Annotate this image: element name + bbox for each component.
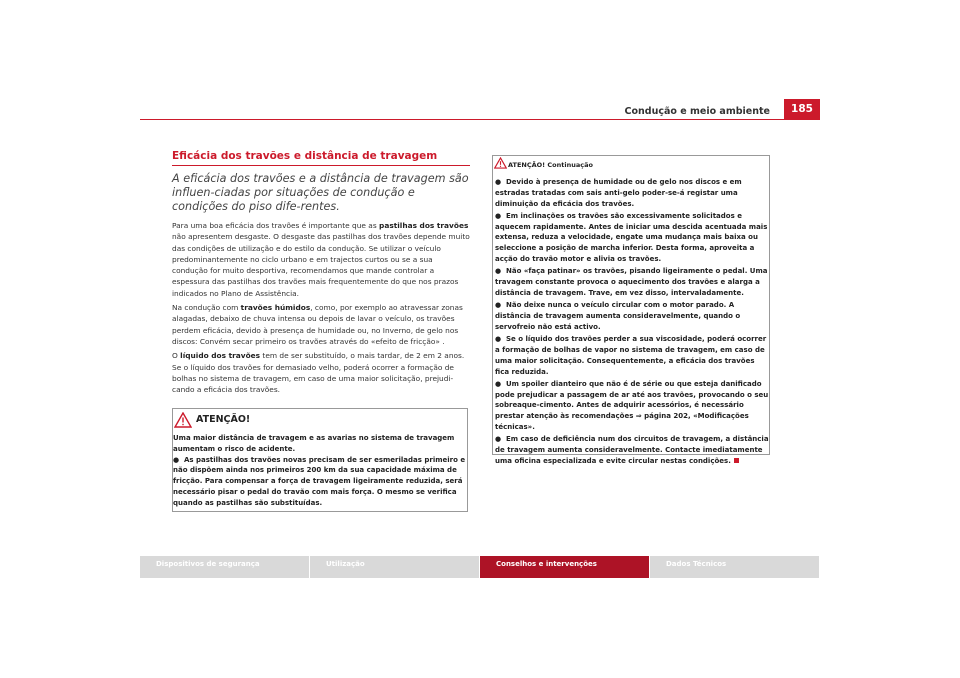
- bullet-dot: ●: [495, 178, 506, 186]
- tab-dispositivos-de-seguranca[interactable]: Dispositivos de segurança: [140, 556, 309, 578]
- paragraph-brake-fluid: O líquido dos travões tem de ser substituído, o mais tardar, de 2 em 2 anos. Se o líquido dos travões for demasiado velho, poderá ocorrer a formação de bolhas no sistema de travagem, em caso de uma maior solicitação, prejudi-cando a eficácia dos travões.: [172, 351, 465, 395]
- bullet-dot: ●: [495, 267, 506, 276]
- bullet-dot: ●: [495, 335, 506, 344]
- bullet-dot: ●: [173, 455, 184, 464]
- list-item: ● Em inclinações os travões são excessivamente solicitados e aquecem rapidamente. Antes de iniciar uma descida acentuada mais extensa, reduza a velocidade, engate uma mudança mais baixa ou seleccione a posição de marcha inferior. Desta forma, aproveita a acção do travão motor e alivia os travões.: [495, 211, 768, 264]
- continuation-heading: ATENÇÃO! Continuação: [508, 161, 593, 169]
- list-item: ● Se o líquido dos travões perder a sua viscosidade, poderá ocorrer a formação de bolhas de vapor no sistema de travagem, em caso de uma maior solicitação. Consequentemente, a eficácia dos travões fica reduzida.: [495, 335, 767, 376]
- warning-triangle-icon: [494, 157, 507, 169]
- tab-dados-tecnicos[interactable]: Dados Técnicos: [650, 556, 819, 578]
- list-item: ● Não deixe nunca o veículo circular com o motor parado. A distância de travagem aumenta consideravelmente, quando o servofreio não está activo.: [495, 301, 741, 331]
- section-lead: A eficácia dos travões e a distância de travagem são influen-ciadas por situações de condução e condições do piso dife-rentes.: [172, 172, 469, 213]
- warning-bullet: ● As pastilhas dos travões novas precisam de ser esmeriladas primeiro e não dispõem ainda nos primeiros 200 km da sua capacidade máxima de fricção. Para compensar a força de travagem ligeiramente reduzida, será necessário pisar o pedal do travão com mais força. O mesmo se verifica quando as pastilhas são substituídas.: [173, 455, 466, 507]
- running-header: Condução e meio ambiente: [624, 106, 770, 117]
- bullet-dot: ●: [495, 211, 506, 220]
- warning-triangle-icon: [174, 412, 192, 428]
- warning-intro: Uma maior distância de travagem e as avarias no sistema de travagem aumentam o risco de acidente.: [173, 434, 455, 453]
- bullet-dot: ●: [495, 301, 506, 310]
- chapter-tabs: [140, 556, 820, 578]
- tab-conselhos-e-intervencoes[interactable]: Conselhos e intervenções: [480, 556, 649, 578]
- continuation-body: [495, 177, 769, 468]
- left-column: [172, 150, 470, 398]
- end-marker: [734, 458, 739, 463]
- tab-utilizacao[interactable]: Utilização: [310, 556, 479, 578]
- section-title: Eficácia dos travões e distância de travagem: [172, 150, 470, 166]
- header-rule: [140, 119, 820, 120]
- page-number: 185: [784, 99, 820, 119]
- warning-heading: ATENÇÃO!: [196, 414, 251, 425]
- bullet-dot: ●: [495, 435, 506, 444]
- list-item: ● Não «faça patinar» os travões, pisando ligeiramente o pedal. Uma travagem constante provoca o aquecimento dos travões e alarga a distância de travagem. Trave, em vez disso, intervaladamente.: [495, 267, 768, 297]
- warning-body: [173, 433, 467, 509]
- bullet-dot: ●: [495, 379, 506, 388]
- paragraph-brake-pads: Para uma boa eficácia dos travões é importante que as pastilhas dos travões não apresentem desgaste. O desgaste das pastilhas dos travões depende muito das condições de utilização e do estilo da condução. Se utilizar o veículo predominantemente no ciclo urbano e em trajectos curtos ou se a sua condução for muito desportiva, recomendamos que mande controlar a espessura das pastilhas dos travões mais frequentemente do que nos prazos indicados no Plano de Assistência.: [172, 221, 470, 298]
- list-item: ● Um spoiler dianteiro que não é de série ou que esteja danificado pode prejudicar a passagem de ar até aos travões, provocando o seu sobreaque-cimento. Antes de adquirir acessórios, é necessário prestar atenção às recomendações ⇒ página 202, «Modificações técnicas».: [495, 379, 769, 432]
- list-item: ● Devido à presença de humidade ou de gelo nos discos e em estradas tratadas com sais anti-gelo poder-se-á registar uma diminuição da eficácia dos travões.: [495, 178, 742, 208]
- list-item: ● Em caso de deficiência num dos circuitos de travagem, a distância de travagem aumenta consideravelmente. Contacte imediatamente uma oficina especializada e evite circular nestas condições.: [495, 435, 769, 465]
- paragraph-wet-brakes: Na condução com travões húmidos, como, por exemplo ao atravessar zonas alagadas, debaixo de chuva intensa ou depois de lavar o veículo, os travões perdem eficácia, devido à presença de humidade ou, no Inverno, de gelo nos discos: Convém secar primeiro os travões através do «efeito de fricção» .: [172, 303, 463, 346]
